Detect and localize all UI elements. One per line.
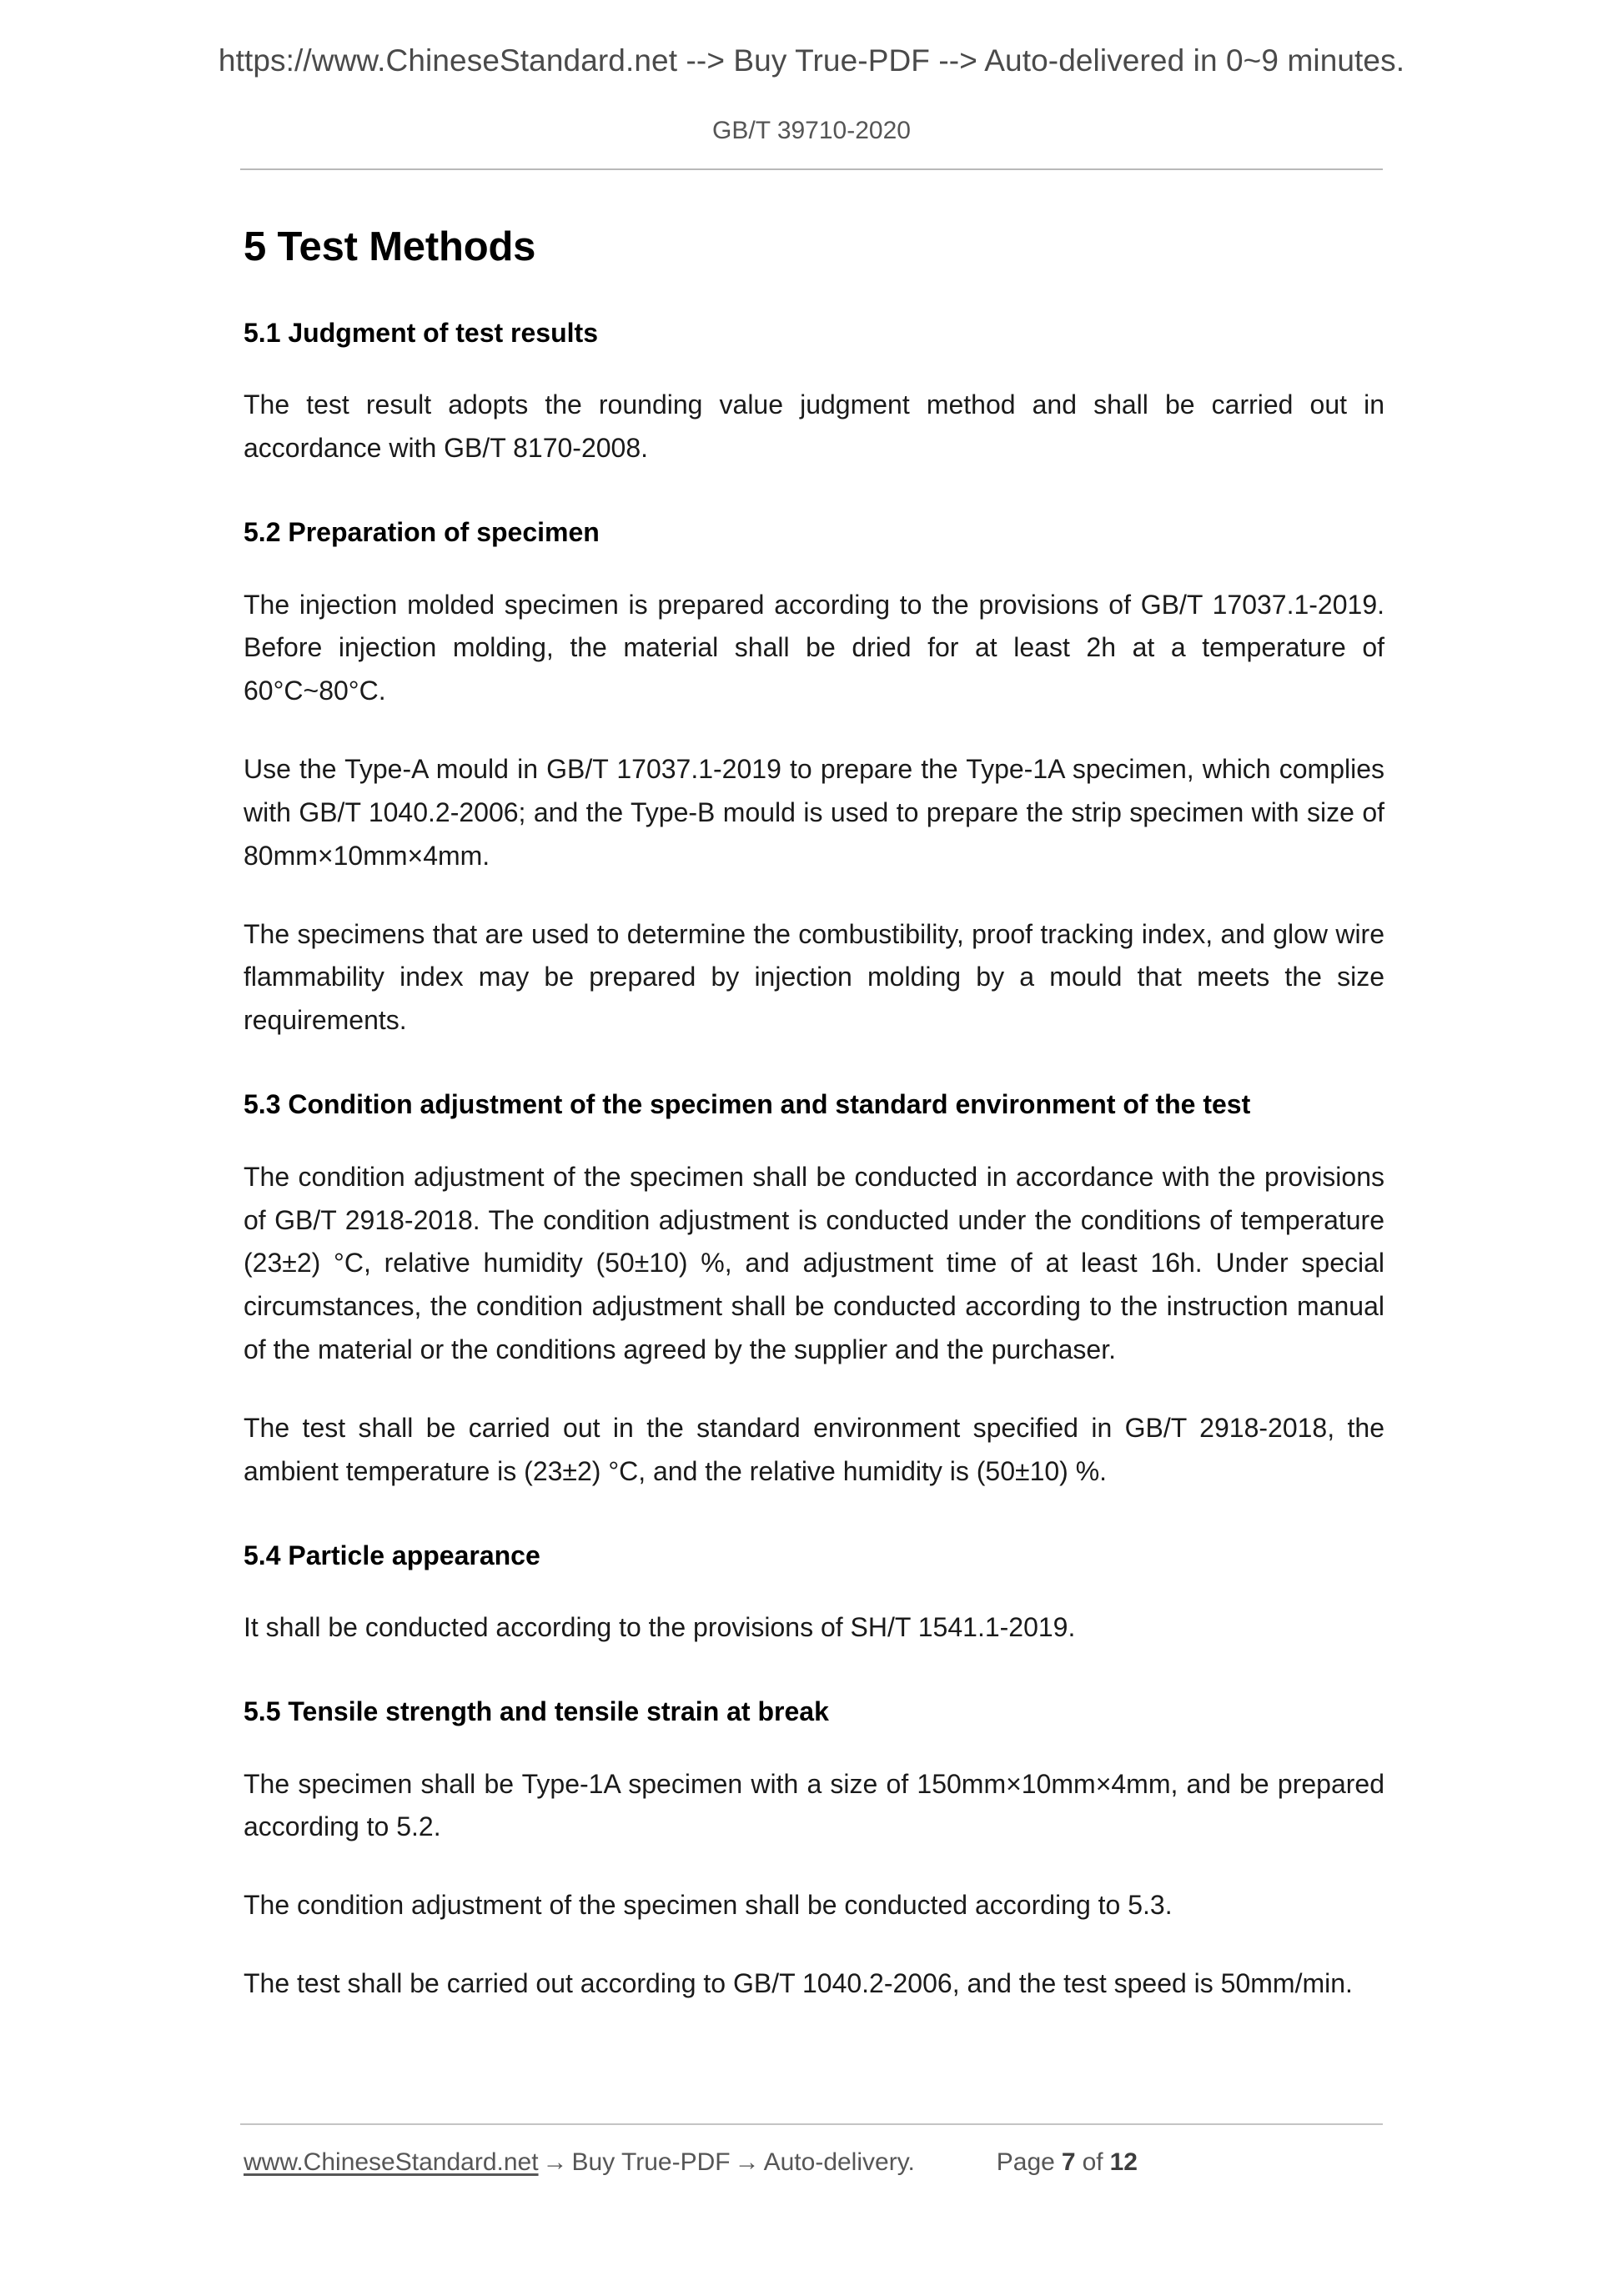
arrow-right-icon: →	[734, 2148, 760, 2176]
footer-divider	[240, 2123, 1383, 2125]
arrow-right-icon: →	[542, 2148, 568, 2176]
footer-promo	[244, 2148, 915, 2177]
running-head-standard-number: GB/T 39710-2020	[712, 117, 911, 144]
of-label: of	[1082, 2148, 1103, 2176]
section-heading-5-1: 5.1 Judgment of test results	[244, 317, 598, 348]
footer-buy-label: Buy True-PDF	[571, 2148, 731, 2176]
paragraph: The specimens that are used to determine the combustibility, proof tracking index, and glow wire flammability index may be prepared by injection molding by a mould that meets the size requirements.	[244, 918, 1384, 1036]
paragraph: The specimen shall be Type-1A specimen with a size of 150mm×10mm×4mm, and be prepared according to 5.2.	[244, 1768, 1384, 1842]
section-heading-5-2: 5.2 Preparation of specimen	[244, 517, 600, 548]
paragraph: Use the Type-A mould in GB/T 17037.1-2019 to prepare the Type-1A specimen, which complies with GB/T 1040.2-2006; and the Type-B mould is used to prepare the strip specimen with size of 80mm×10mm×4mm.	[244, 754, 1384, 871]
paragraph: The injection molded specimen is prepared according to the provisions of GB/T 17037.1-2019. Before injection molding, the material shall be dried for at least 2h at a temperature of 60°C~80°C.	[244, 589, 1384, 706]
header-divider	[240, 168, 1383, 170]
paragraph: The condition adjustment of the specimen shall be conducted in accordance with the provisions of GB/T 2918-2018. The condition adjustment is conducted under the conditions of temperature (23±2) °C, relative humidity (50±10) %, and adjustment time of at least 16h. Under special circumstances, the condition adjustment shall be conducted according to the instruction manual of the material or the conditions agreed by the supplier and the purchaser.	[244, 1161, 1384, 1365]
section-heading-5-4: 5.4 Particle appearance	[244, 1540, 540, 1570]
section-heading-5-3: 5.3 Condition adjustment of the specimen and standard environment of the test	[244, 1089, 1251, 1120]
total-page-number: 12	[1109, 2148, 1138, 2176]
page-footer	[244, 2148, 1384, 2177]
section-heading-5-5: 5.5 Tensile strength and tensile strain at break	[244, 1696, 829, 1726]
page-indicator	[995, 2148, 1143, 2177]
page-label: Page	[996, 2148, 1055, 2176]
document-body	[244, 224, 1384, 2006]
paragraph: The test shall be carried out according to GB/T 1040.2-2006, and the test speed is 50mm/min.	[244, 1968, 1353, 1998]
paragraph: The test shall be carried out in the standard environment specified in GB/T 2918-2018, the ambient temperature is (23±2) °C, and the relative humidity is (50±10) %.	[244, 1412, 1384, 1486]
footer-delivery-label: Auto-delivery.	[763, 2148, 915, 2176]
paragraph: The condition adjustment of the specimen shall be conducted according to 5.3.	[244, 1890, 1173, 1921]
promo-watermark: https://www.ChineseStandard.net --> Buy True-PDF --> Auto-delivered in 0~9 minutes.	[218, 43, 1405, 78]
paragraph: It shall be conducted according to the provisions of SH/T 1541.1-2019.	[244, 1612, 1076, 1643]
current-page-number: 7	[1061, 2148, 1076, 2176]
footer-site-link[interactable]: www.ChineseStandard.net	[244, 2148, 539, 2176]
paragraph: The test result adopts the rounding value judgment method and shall be carried out in accordance with GB/T 8170-2008.	[244, 389, 1384, 464]
chapter-title: 5 Test Methods	[244, 224, 536, 269]
